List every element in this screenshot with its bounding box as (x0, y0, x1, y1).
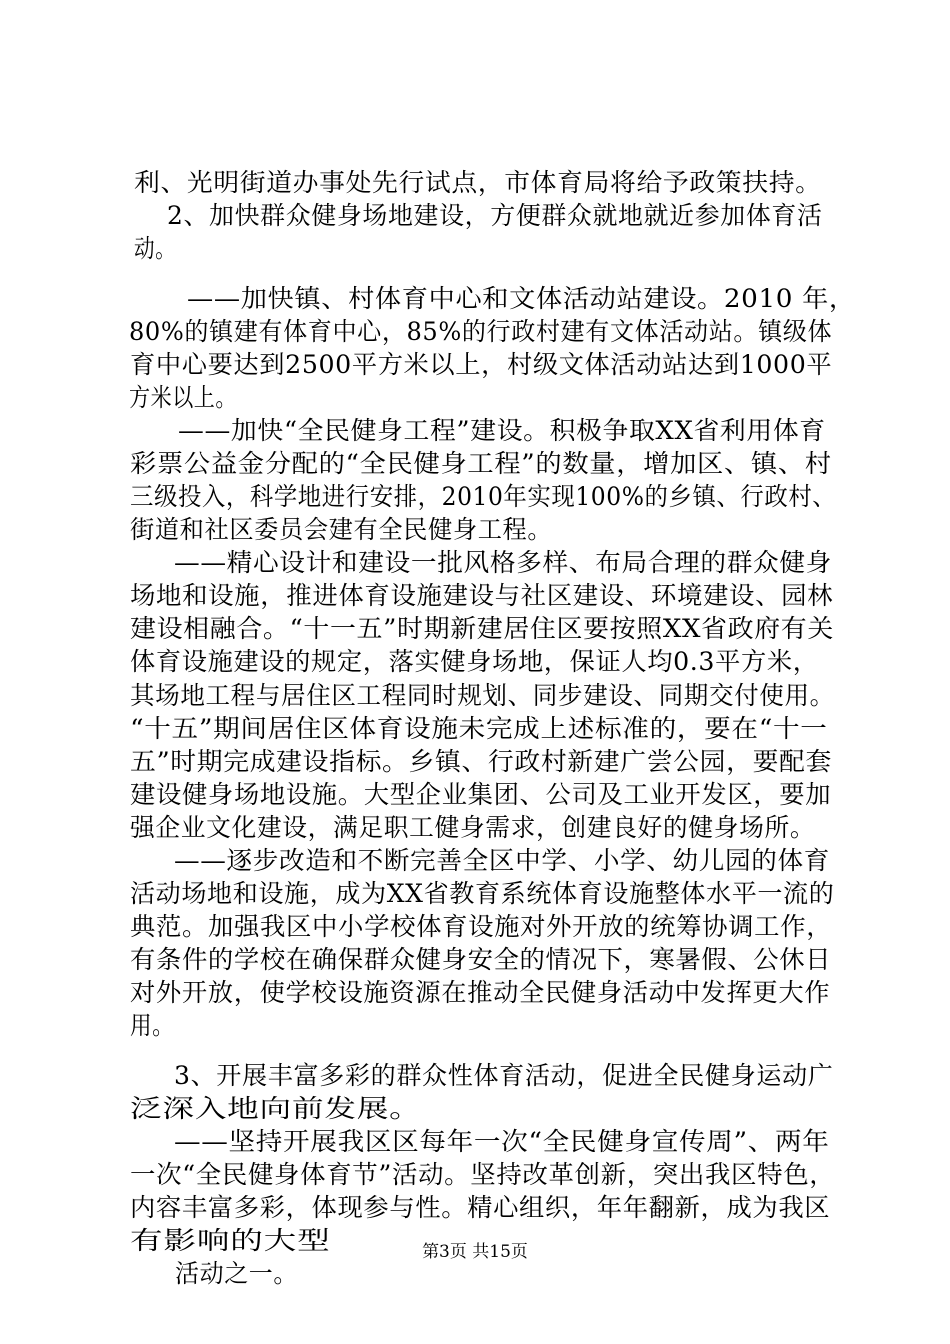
text-line: 建设健身场地设施。大型企业集团、公司及工业开发区，要加 (130, 780, 832, 809)
text-line: 用。 (130, 1011, 175, 1040)
text-line: 2、加快群众健身场地建设，方便群众就地就近参加体育活 (167, 201, 823, 230)
text-line: 对外开放，使学校设施资源在推动全民健身活动中发挥更大作 (130, 978, 831, 1007)
text-line: ——坚持开展我区区每年一次“全民健身宣传周”、两年 (174, 1127, 830, 1156)
text-line: 有条件的学校在确保群众健身安全的情况下，寒暑假、公休日 (130, 945, 832, 974)
text-line: 利、光明街道办事处先行试点，市体育局将给予政策扶持。 (134, 168, 822, 197)
text-line: 五”时期完成建设指标。乡镇、行政村新建广尝公园，要配套 (130, 747, 832, 776)
text-line: 场地和设施，推进体育设施建设与社区建设、环境建设、园林 (130, 581, 834, 610)
text-line: ——精心设计和建设一批风格多样、布局合理的群众健身 (174, 548, 833, 577)
text-line: 典范。加强我区中小学校体育设施对外开放的统筹协调工作， (130, 912, 833, 941)
text-line: ——逐步改造和不断完善全区中学、小学、幼儿园的体育 (174, 846, 831, 875)
text-line: 其场地工程与居住区工程同时规划、同步建设、同期交付使用。 (130, 681, 835, 710)
text-line: 方米以上。 (129, 383, 238, 412)
text-line: 育中心要达到2500平方米以上，村级文体活动站达到1000平 (130, 350, 833, 379)
text-line: “十五”期间居住区体育设施未完成上述标准的，要在“十一 (130, 714, 828, 743)
text-line: 强企业文化建设，满足职工健身需求，创建良好的健身场所。 (130, 813, 816, 842)
text-line: ——加快镇、村体育中心和文体活动站建设。2010 年， (187, 284, 856, 313)
text-line: ——加快“全民健身工程”建设。积极争取XX省利用体育 (178, 416, 826, 445)
text-line: 有影响的大型 (130, 1226, 331, 1255)
text-line: 三级投入，科学地进行安排，2010年实现100%的乡镇、行政村、 (130, 482, 837, 511)
text-line: 动。 (134, 234, 177, 263)
page-footer: 第3页 共15页 (422, 1242, 528, 1262)
text-line: 建设相融合。“十一五”时期新建居住区要按照XX省政府有关 (130, 614, 834, 643)
text-line: 彩票公益金分配的“全民健身工程”的数量，增加区、镇、村 (130, 449, 832, 478)
text-line: 一次“全民健身体育节”活动。坚持改革创新，突出我区特色， (130, 1160, 836, 1189)
text-line: 活动场地和设施，成为XX省教育系统体育设施整体水平一流的 (130, 879, 835, 908)
text-line: 3、开展丰富多彩的群众性体育活动，促进全民健身运动广 (174, 1061, 834, 1090)
text-line: 活动之一。 (175, 1259, 299, 1288)
text-line: 体育设施建设的规定，落实健身场地，保证人均0.3平方米， (130, 647, 819, 676)
text-line: 80%的镇建有体育中心，85%的行政村建有文体活动站。镇级体 (129, 317, 833, 346)
text-line: 街道和社区委员会建有全民健身工程。 (130, 515, 553, 544)
text-line: 内容丰富多彩，体现参与性。精心组织，年年翻新，成为我区 (130, 1193, 831, 1222)
text-line: 泛深入地向前发展。 (130, 1094, 422, 1123)
